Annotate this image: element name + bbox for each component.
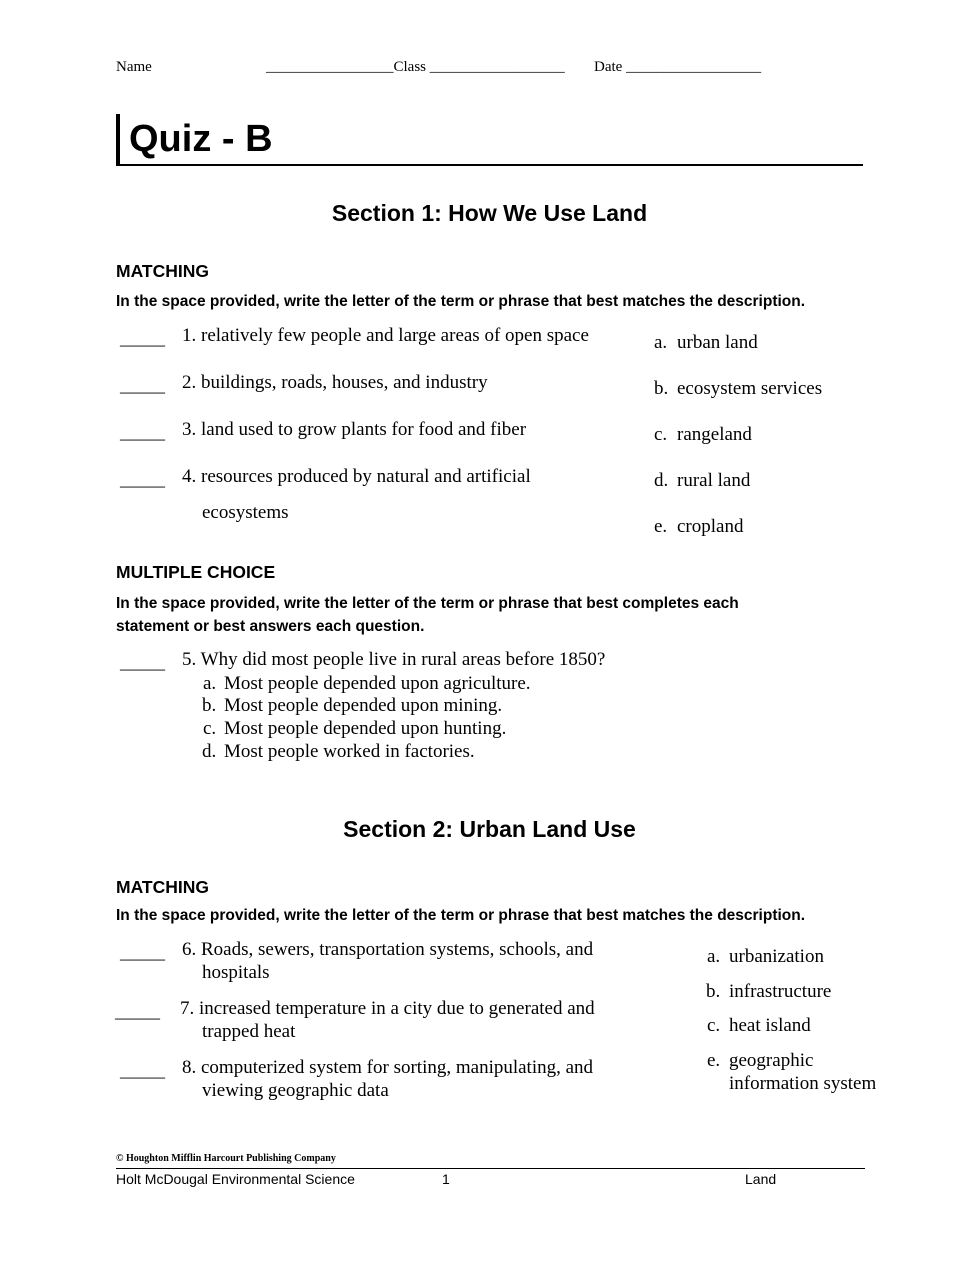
option2-letter-e: e. xyxy=(707,1050,721,1071)
title-rule xyxy=(116,164,863,166)
answer-blank-5[interactable]: _____ xyxy=(120,652,165,672)
section1-matching-heading: MATCHING xyxy=(116,261,209,281)
option2-letter-b: b. xyxy=(706,981,721,1002)
option-text-c: rangeland xyxy=(677,424,752,445)
multiple-choice-heading: MULTIPLE CHOICE xyxy=(116,562,276,582)
choice-text-d: Most people worked in factories. xyxy=(224,741,475,762)
title-bar xyxy=(116,114,120,166)
page-title: Quiz - B xyxy=(129,118,273,160)
option2-text-e: geographic xyxy=(729,1050,814,1071)
choice-letter-b: b. xyxy=(202,695,217,716)
option-letter-c: c. xyxy=(654,424,668,445)
answer-blank-1[interactable]: _____ xyxy=(120,328,165,348)
option-letter-d: d. xyxy=(654,470,669,491)
answer-blank-4[interactable]: _____ xyxy=(120,469,165,489)
question-6-text: 6. Roads, sewers, transportation systems, schools, and xyxy=(182,939,594,960)
footer-book-title: Holt McDougal Environmental Science xyxy=(116,1171,355,1187)
answer-blank-6[interactable]: _____ xyxy=(120,942,165,962)
option2-text-e-cont: information system xyxy=(729,1073,877,1094)
option-letter-e: e. xyxy=(654,516,668,537)
section1-title: Section 1: How We Use Land xyxy=(331,200,648,226)
question-5-text: 5. Why did most people live in rural areas before 1850? xyxy=(182,649,606,670)
multiple-choice-instruction-2: statement or best answers each question. xyxy=(116,618,425,635)
class-label: _________________Class __________________ xyxy=(266,59,565,75)
choice-text-c: Most people depended upon hunting. xyxy=(224,718,507,739)
choice-text-b: Most people depended upon mining. xyxy=(224,695,503,716)
option2-text-a: urbanization xyxy=(729,946,824,967)
question-8-text-cont: viewing geographic data xyxy=(202,1080,389,1101)
section1-matching-instruction: In the space provided, write the letter of the term or phrase that best matches the description. xyxy=(116,293,806,310)
option-text-d: rural land xyxy=(677,470,751,491)
option2-text-b: infrastructure xyxy=(729,981,832,1002)
question-6-text-cont: hospitals xyxy=(202,962,270,983)
option-text-b: ecosystem services xyxy=(677,378,823,399)
option-letter-b: b. xyxy=(654,378,669,399)
choice-letter-d: d. xyxy=(202,741,217,762)
option-text-e: cropland xyxy=(677,516,744,537)
multiple-choice-instruction-1: In the space provided, write the letter of the term or phrase that best completes each xyxy=(116,595,739,612)
answer-blank-2[interactable]: _____ xyxy=(120,375,165,395)
choice-letter-a: a. xyxy=(203,673,217,694)
question-8-text: 8. computerized system for sorting, manipulating, and xyxy=(182,1057,594,1078)
question-2-text: 2. buildings, roads, houses, and industry xyxy=(182,372,488,393)
answer-blank-8[interactable]: _____ xyxy=(120,1060,165,1080)
question-4-text-cont: ecosystems xyxy=(202,502,289,523)
option2-letter-c: c. xyxy=(707,1015,721,1036)
option-text-a: urban land xyxy=(677,332,758,353)
question-1-text: 1. relatively few people and large areas of open space xyxy=(182,325,589,346)
footer-chapter: Land xyxy=(745,1171,777,1187)
section2-title: Section 2: Urban Land Use xyxy=(343,816,636,842)
question-3-text: 3. land used to grow plants for food and fiber xyxy=(182,419,527,440)
footer-rule xyxy=(116,1168,865,1169)
answer-blank-3[interactable]: _____ xyxy=(120,422,165,442)
question-7-text-cont: trapped heat xyxy=(202,1021,296,1042)
date-label: Date __________________ xyxy=(594,59,762,75)
question-7-text: 7. increased temperature in a city due to generated and xyxy=(180,998,595,1019)
copyright-notice: © Houghton Mifflin Harcourt Publishing Company xyxy=(116,1153,336,1164)
option-letter-a: a. xyxy=(654,332,668,353)
section2-matching-heading: MATCHING xyxy=(116,877,209,897)
choice-letter-c: c. xyxy=(203,718,217,739)
choice-text-a: Most people depended upon agriculture. xyxy=(224,673,531,694)
name-label: Name xyxy=(116,59,152,75)
answer-blank-7[interactable]: _____ xyxy=(115,1001,160,1021)
question-4-text: 4. resources produced by natural and artificial xyxy=(182,466,531,487)
footer-page-number: 1 xyxy=(442,1171,450,1187)
option2-letter-a: a. xyxy=(707,946,721,967)
option2-text-c: heat island xyxy=(729,1015,811,1036)
section2-matching-instruction: In the space provided, write the letter of the term or phrase that best matches the description. xyxy=(116,907,806,924)
